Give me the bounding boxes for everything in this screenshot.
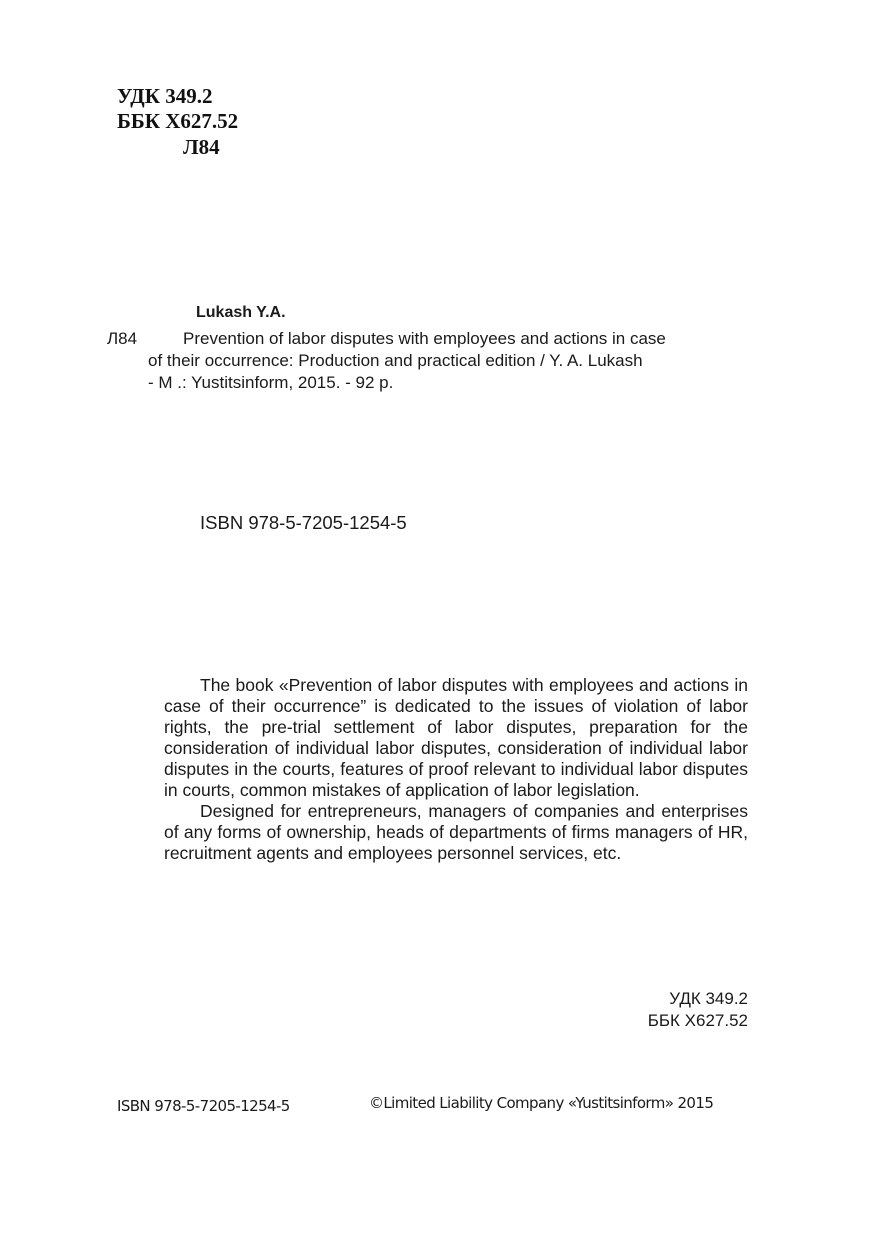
footer-isbn: ISBN 978-5-7205-1254-5 [117, 1097, 290, 1115]
record-author-mark: Л84 [107, 329, 138, 348]
annotation [164, 675, 748, 864]
record-title-line-3: - M .: Yustitsinform, 2015. - 92 p. [148, 373, 394, 392]
footer-copyright: ©Limited Liability Company «Yustitsinform» 2015 [369, 1094, 714, 1112]
classification-codes-right [648, 988, 748, 1032]
annotation-paragraph-2: Designed for entrepreneurs, managers of companies and enterprises of any forms of ownership, heads of departments of firms managers of HR, recruitment agents and employees personnel services, etc. [164, 801, 748, 863]
bbk-code-top: ББК Х627.52 [117, 109, 239, 133]
record-title-line-1: Prevention of labor disputes with employees and actions in case [183, 329, 666, 348]
author-mark-top: Л84 [183, 135, 220, 159]
record-title-line-2: of their occurrence: Production and practical edition / Y. A. Lukash [148, 351, 643, 370]
bbk-code-right: ББК Х627.52 [647, 1011, 748, 1030]
author-name: Lukash Y.A. [196, 304, 286, 321]
bibliographic-record [107, 328, 747, 394]
record-line-1 [107, 328, 747, 350]
udk-code-top: УДК 349.2 [117, 84, 213, 108]
udk-code-right: УДК 349.2 [669, 989, 748, 1008]
isbn-main: ISBN 978-5-7205-1254-5 [200, 512, 407, 533]
annotation-paragraph-1: The book «Prevention of labor disputes with employees and actions in case of their occurrence” is dedicated to the issues of violation of labor rights, the pre-trial settlement of labor disputes, preparation for the consideration of individual labor disputes, consideration of individual labor disputes in the courts, features of proof relevant to individual labor disputes in courts, common mistakes of application of labor legislation. [164, 675, 748, 800]
